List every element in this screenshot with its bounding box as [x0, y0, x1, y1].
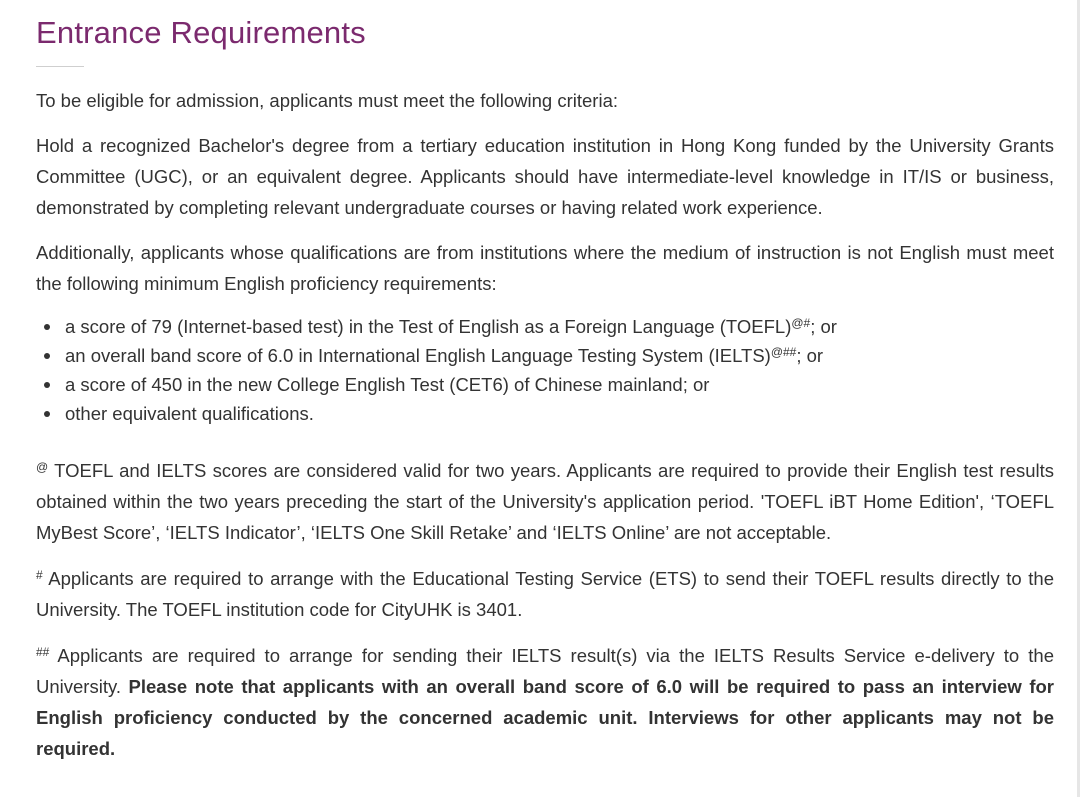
footnote-marker: @##	[770, 345, 797, 359]
english-requirements-list	[36, 312, 1054, 428]
intro-text: To be eligible for admission, applicants must meet the following criteria:	[36, 90, 619, 111]
list-item-tail: ; or	[810, 316, 837, 337]
footnote-text: TOEFL and IELTS scores are considered valid for two years. Applicants are required to provide their English test results obtained within the two years preceding the start of the University's application period. 'TOEFL iBT Home Edition', ‘TOEFL MyBest Score’, ‘IELTS Indicator’, ‘IELTS One Skill Retake’ and ‘IELTS Online’ are not acceptable.	[36, 460, 1054, 543]
title-divider	[36, 66, 84, 67]
footnote-marker: #	[36, 568, 43, 582]
entrance-requirements-section	[36, 0, 1054, 764]
footnote-marker: ##	[36, 645, 50, 659]
footnote-bold-text: Please note that applicants with an overall band score of 6.0 will be required to pass an interview for English proficiency conducted by the concerned academic unit. Interviews for other applicants may not be required.	[36, 676, 1054, 759]
footnote-validity	[36, 455, 1054, 548]
bullet-icon	[44, 353, 50, 359]
list-item-text: other equivalent qualifications.	[65, 403, 314, 424]
footnote-marker: @#	[791, 316, 811, 330]
footnote-toefl	[36, 563, 1054, 625]
list-item	[36, 370, 1054, 399]
bullet-icon	[44, 382, 50, 388]
list-item	[36, 341, 1054, 370]
bullet-icon	[44, 324, 50, 330]
degree-requirement-paragraph: Hold a recognized Bachelor's degree from a tertiary education institution in Hong Kong funded by the University Grants Committee (UGC), or an equivalent degree. Applicants should have intermediate-level knowledge in IT/IS or business, demonstrated by completing relevant undergraduate courses or having related work experience.	[36, 135, 1054, 218]
footnote-marker: @	[36, 460, 49, 474]
footnote-ielts	[36, 640, 1054, 764]
list-item-text: an overall band score of 6.0 in International English Language Testing System (IELTS)	[65, 345, 771, 366]
footnote-text: Applicants are required to arrange for sending their IELTS result(s) via the IELTS Results Service e-delivery to the University.	[36, 645, 1054, 697]
list-item	[36, 312, 1054, 341]
bullet-icon	[44, 411, 50, 417]
list-item-text: a score of 79 (Internet-based test) in the Test of English as a Foreign Language (TOEFL)	[65, 316, 792, 337]
page-title: Entrance Requirements	[36, 15, 366, 50]
english-requirement-paragraph: Additionally, applicants whose qualifications are from institutions where the medium of instruction is not English must meet the following minimum English proficiency requirements:	[36, 242, 1054, 294]
list-item	[36, 399, 1054, 428]
footnote-text: Applicants are required to arrange with the Educational Testing Service (ETS) to send their TOEFL results directly to the University. The TOEFL institution code for CityUHK is 3401.	[36, 568, 1054, 620]
list-item-tail: ; or	[796, 345, 824, 366]
list-item-text: a score of 450 in the new College English Test (CET6) of Chinese mainland; or	[65, 374, 710, 395]
